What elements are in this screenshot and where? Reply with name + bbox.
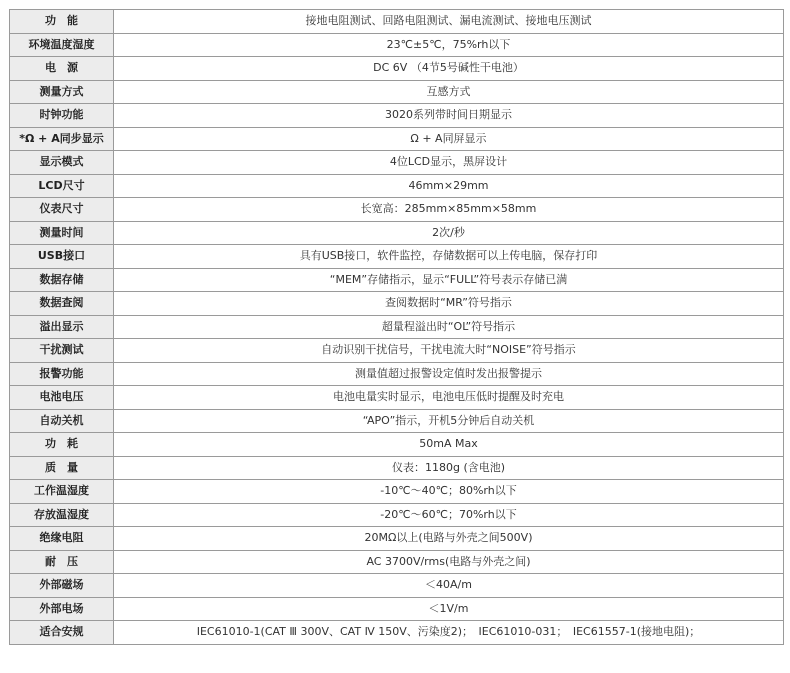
row-label: 溢出显示 [10, 315, 114, 339]
table-row [10, 315, 784, 339]
row-value: 3020系列带时间日期显示 [114, 104, 784, 128]
table-row [10, 10, 784, 34]
row-value: 20MΩ以上(电路与外壳之间500V) [114, 527, 784, 551]
row-value: 测量值超过报警设定值时发出报警提示 [114, 362, 784, 386]
table-row [10, 174, 784, 198]
row-value: Ω + A同屏显示 [114, 127, 784, 151]
table-row [10, 57, 784, 81]
table-row [10, 480, 784, 504]
table-row [10, 574, 784, 598]
row-value: -10℃～40℃；80%rh以下 [114, 480, 784, 504]
row-label: 绝缘电阻 [10, 527, 114, 551]
row-label: 测量时间 [10, 221, 114, 245]
table-row [10, 456, 784, 480]
row-value: ＜40A/m [114, 574, 784, 598]
row-label: 显示模式 [10, 151, 114, 175]
row-value: 互感方式 [114, 80, 784, 104]
row-value: 接地电阻测试、回路电阻测试、漏电流测试、接地电压测试 [114, 10, 784, 34]
row-value: 2次/秒 [114, 221, 784, 245]
row-value: 50mA Max [114, 433, 784, 457]
table-row [10, 503, 784, 527]
row-value: 超量程溢出时“OL”符号指示 [114, 315, 784, 339]
row-value: ＜1V/m [114, 597, 784, 621]
row-label: 环境温度湿度 [10, 33, 114, 57]
row-value: 具有USB接口，软件监控，存储数据可以上传电脑，保存打印 [114, 245, 784, 269]
table-row [10, 104, 784, 128]
row-value: 自动识别干扰信号，干扰电流大时“NOISE”符号指示 [114, 339, 784, 363]
row-label: 外部磁场 [10, 574, 114, 598]
row-value: 4位LCD显示，黑屏设计 [114, 151, 784, 175]
row-value: “MEM”存储指示，显示“FULL”符号表示存储已满 [114, 268, 784, 292]
row-label: 干扰测试 [10, 339, 114, 363]
table-row [10, 362, 784, 386]
row-value: 查阅数据时“MR”符号指示 [114, 292, 784, 316]
spec-table-body [10, 10, 784, 645]
row-label: 外部电场 [10, 597, 114, 621]
row-label: 质 量 [10, 456, 114, 480]
table-row [10, 221, 784, 245]
table-row [10, 550, 784, 574]
row-label: 工作温湿度 [10, 480, 114, 504]
table-row [10, 151, 784, 175]
row-label: 适合安规 [10, 621, 114, 645]
spec-table [9, 9, 784, 645]
table-row [10, 198, 784, 222]
table-row [10, 527, 784, 551]
row-value: 长宽高：285mm×85mm×58mm [114, 198, 784, 222]
row-label: 数据查阅 [10, 292, 114, 316]
table-row [10, 621, 784, 645]
row-value: -20℃～60℃；70%rh以下 [114, 503, 784, 527]
table-row [10, 245, 784, 269]
row-label: 功 耗 [10, 433, 114, 457]
table-row [10, 409, 784, 433]
row-label: USB接口 [10, 245, 114, 269]
row-label: 测量方式 [10, 80, 114, 104]
table-row [10, 597, 784, 621]
table-row [10, 386, 784, 410]
row-label: 仪表尺寸 [10, 198, 114, 222]
row-label: 电池电压 [10, 386, 114, 410]
row-value: 23℃±5℃，75%rh以下 [114, 33, 784, 57]
row-value: DC 6V （4节5号碱性干电池） [114, 57, 784, 81]
table-row [10, 127, 784, 151]
row-label: 电 源 [10, 57, 114, 81]
table-row [10, 268, 784, 292]
row-label: 报警功能 [10, 362, 114, 386]
table-row [10, 292, 784, 316]
row-value: “APO”指示，开机5分钟后自动关机 [114, 409, 784, 433]
row-value: IEC61010-1(CAT Ⅲ 300V、CAT Ⅳ 150V、污染度2)； IEC61010-031； IEC61557-1(接地电阻)； [114, 621, 784, 645]
row-label: 数据存储 [10, 268, 114, 292]
table-row [10, 80, 784, 104]
row-value: 46mm×29mm [114, 174, 784, 198]
row-label: LCD尺寸 [10, 174, 114, 198]
table-row [10, 33, 784, 57]
row-value: 电池电量实时显示，电池电压低时提醒及时充电 [114, 386, 784, 410]
row-label: 功 能 [10, 10, 114, 34]
table-row [10, 339, 784, 363]
row-label: 耐 压 [10, 550, 114, 574]
row-label: 存放温湿度 [10, 503, 114, 527]
row-label: *Ω + A同步显示 [10, 127, 114, 151]
row-label: 自动关机 [10, 409, 114, 433]
row-value: 仪表：1180g (含电池) [114, 456, 784, 480]
row-value: AC 3700V/rms(电路与外壳之间) [114, 550, 784, 574]
table-row [10, 433, 784, 457]
row-label: 时钟功能 [10, 104, 114, 128]
